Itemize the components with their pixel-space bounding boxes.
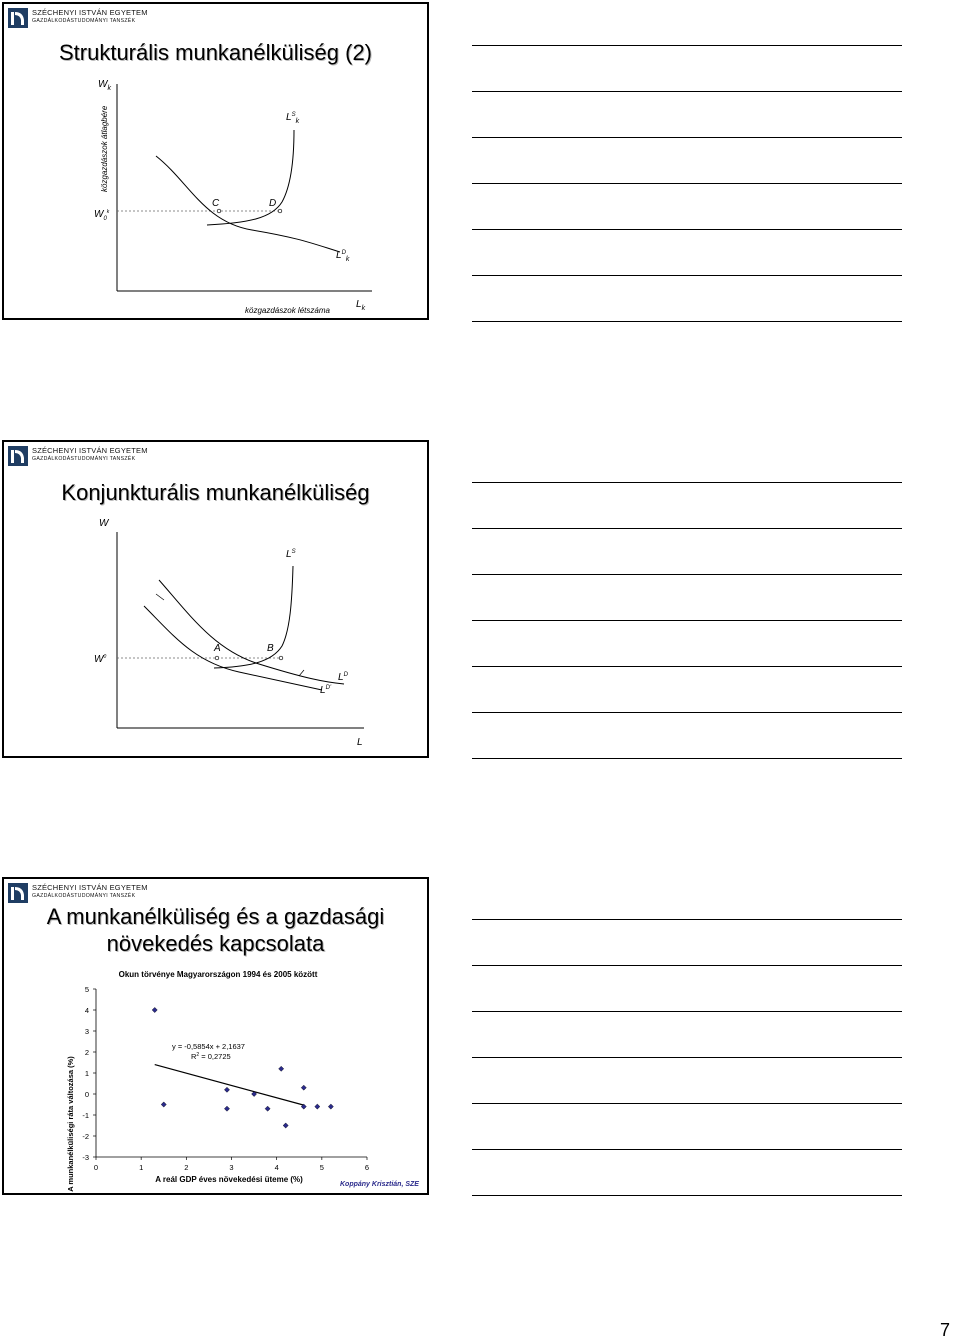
- chart-y-tick-label: 1: [84, 1069, 89, 1078]
- chart-x-tick-label: 6: [364, 1163, 370, 1172]
- department-name: GAZDÁLKODÁSTUDOMÁNYI TANSZÉK: [32, 18, 136, 24]
- y-axis-label: $W_k$: [98, 79, 111, 92]
- demand-label: $L^D_k$: [336, 250, 350, 263]
- chart-y-tick-label: -1: [82, 1111, 89, 1120]
- slide-structural-unemployment: [2, 2, 429, 320]
- shift-arrow-top: [156, 594, 164, 600]
- note-line: [472, 758, 902, 759]
- note-line: [472, 275, 902, 276]
- shifted-demand-label: $L^{D’}$: [320, 685, 332, 696]
- cyclical-diagram: [4, 442, 427, 756]
- chart-y-tick-label: 3: [84, 1027, 89, 1036]
- chart-y-tick-label: 0: [84, 1090, 89, 1099]
- chart-title: Okun törvénye Magyarországon 1994 és 2005 között: [118, 970, 318, 979]
- chart-y-tick-label: 5: [84, 985, 89, 994]
- chart-data-point: [265, 1106, 270, 1111]
- okun-scatter-chart: [4, 879, 427, 1193]
- demand-curve: [159, 580, 344, 684]
- department-name: GAZDÁLKODÁSTUDOMÁNYI TANSZÉK: [32, 893, 136, 899]
- chart-data-point: [279, 1066, 284, 1071]
- supply-label: $L^S_k$: [286, 112, 300, 125]
- university-name: SZÉCHENYI ISTVÁN EGYETEM: [32, 446, 148, 455]
- note-line: [472, 1103, 902, 1104]
- point-d-label: D: [269, 198, 277, 209]
- point-b-label: B: [267, 643, 274, 654]
- shift-arrow-bottom: [299, 670, 304, 676]
- page-number: 7: [940, 1320, 951, 1340]
- note-line: [472, 229, 902, 230]
- r-squared-label: $R^2 = 0,2725$: [191, 1052, 231, 1061]
- note-line: [472, 45, 902, 46]
- department-name: GAZDÁLKODÁSTUDOMÁNYI TANSZÉK: [32, 456, 136, 462]
- note-line: [472, 183, 902, 184]
- note-line: [472, 666, 902, 667]
- point-d-marker: [278, 209, 282, 213]
- structural-diagram: [4, 4, 427, 318]
- chart-y-tick-label: -3: [82, 1153, 89, 1162]
- university-name: SZÉCHENYI ISTVÁN EGYETEM: [32, 8, 148, 17]
- note-line: [472, 712, 902, 713]
- w0-label: $W_0^k$: [94, 209, 110, 222]
- chart-data-point: [301, 1085, 306, 1090]
- trendline-equation: y = -0,5854x + 2,1637: [172, 1042, 245, 1051]
- slide-okun-law: [2, 877, 429, 1195]
- note-line: [472, 91, 902, 92]
- note-line: [472, 1011, 902, 1012]
- note-line: [472, 1195, 902, 1196]
- y-axis-label: W: [99, 518, 109, 529]
- x-axis-description: közgazdászok létszáma: [245, 306, 330, 315]
- chart-data-point: [152, 1007, 157, 1012]
- note-line: [472, 321, 902, 322]
- chart-x-tick-label: 5: [319, 1163, 324, 1172]
- slide-title: Strukturális munkanélküliség (2): [58, 40, 373, 65]
- x-axis-label: $L_k$: [356, 299, 366, 312]
- point-c-marker: [217, 209, 221, 213]
- chart-data-point: [224, 1087, 229, 1092]
- shifted-demand-curve: [144, 606, 322, 690]
- note-line: [472, 919, 902, 920]
- chart-data-point: [315, 1104, 320, 1109]
- author-credit: Koppány Krisztián, SZE: [340, 1181, 419, 1188]
- slide-title-line2: növekedés kapcsolata: [106, 931, 325, 956]
- note-line: [472, 620, 902, 621]
- chart-data-point: [283, 1123, 288, 1128]
- note-line: [472, 574, 902, 575]
- chart-x-tick-label: 0: [93, 1163, 99, 1172]
- chart-x-axis-label: A reál GDP éves növekedési üteme (%): [155, 1175, 303, 1184]
- chart-x-tick-label: 1: [139, 1163, 144, 1172]
- note-line: [472, 965, 902, 966]
- chart-data-point: [161, 1102, 166, 1107]
- chart-y-tick-label: -2: [82, 1132, 89, 1141]
- chart-y-axis-label: A munkanélküliségi ráta változása (%): [66, 1056, 75, 1192]
- point-c-label: C: [212, 198, 220, 209]
- demand-curve: [156, 156, 340, 252]
- chart-x-tick-label: 2: [184, 1163, 189, 1172]
- chart-y-tick-label: 4: [84, 1006, 89, 1015]
- supply-curve: [214, 566, 293, 668]
- chart-data-point: [328, 1104, 333, 1109]
- chart-x-tick-label: 4: [274, 1163, 279, 1172]
- university-name: SZÉCHENYI ISTVÁN EGYETEM: [32, 883, 148, 892]
- note-line: [472, 1149, 902, 1150]
- point-b-marker: [279, 656, 283, 660]
- note-line: [472, 482, 902, 483]
- chart-data-point: [224, 1106, 229, 1111]
- slide-title-line1: A munkanélküliség és a gazdasági: [46, 904, 385, 929]
- note-line: [472, 137, 902, 138]
- chart-x-tick-label: 3: [229, 1163, 234, 1172]
- note-line: [472, 528, 902, 529]
- w0-label: $W^0$: [94, 654, 107, 665]
- note-line: [472, 1057, 902, 1058]
- x-axis-label: L: [357, 737, 363, 748]
- y-axis-description: közgazdászok átlagbére: [100, 105, 109, 192]
- demand-label: $L^D$: [338, 672, 348, 683]
- slide-cyclical-unemployment: [2, 440, 429, 758]
- point-a-marker: [215, 656, 219, 660]
- slide-title: Konjunkturális munkanélküliség: [61, 480, 370, 505]
- chart-y-tick-label: 2: [84, 1048, 89, 1057]
- supply-label: $L^S$: [286, 549, 296, 560]
- point-a-label: A: [214, 643, 221, 654]
